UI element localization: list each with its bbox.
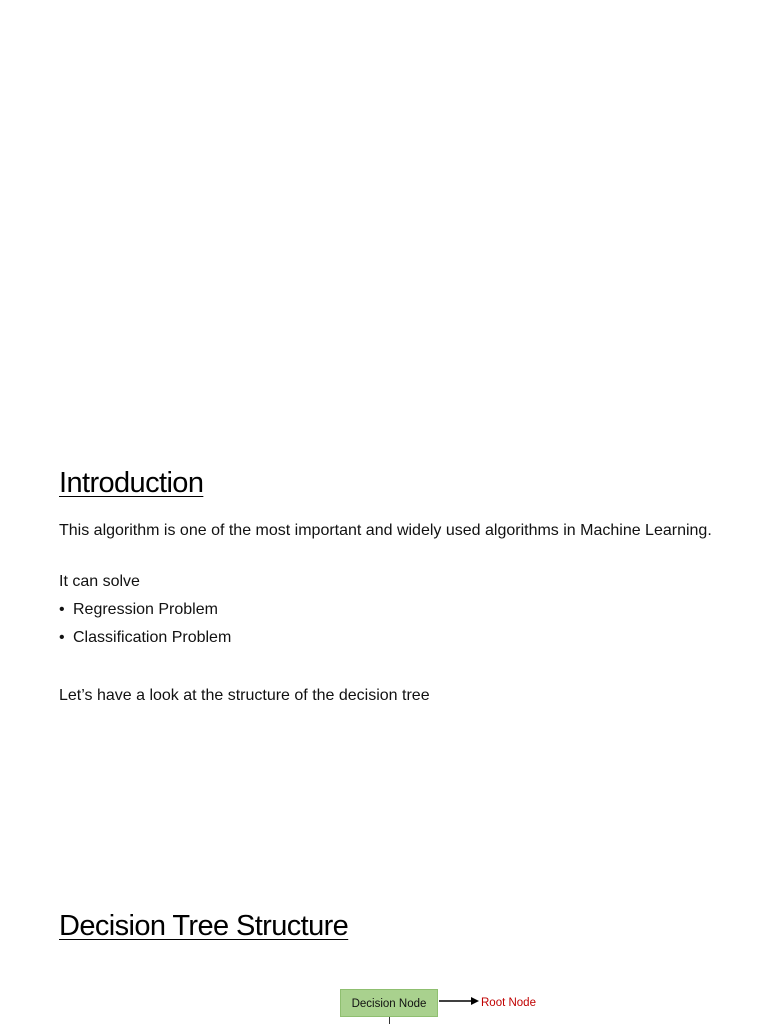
list-item bbox=[59, 599, 231, 620]
list-item-label: Regression Problem bbox=[73, 601, 218, 618]
decision-tree-structure-heading: Decision Tree Structure bbox=[59, 910, 349, 942]
list-item-label: Classification Problem bbox=[73, 629, 232, 646]
structure-lead-in: Let’s have a look at the structure of the decision tree bbox=[59, 687, 430, 704]
decision-tree-diagram bbox=[340, 988, 560, 1024]
bullet-icon: • bbox=[59, 601, 65, 618]
list-item bbox=[59, 627, 231, 648]
root-node-label: Root Node bbox=[481, 997, 536, 1009]
introduction-paragraph: This algorithm is one of the most important and widely used algorithms in Machine Learning. bbox=[59, 522, 712, 539]
node-connector-line bbox=[389, 1017, 390, 1024]
decision-node-box: Decision Node bbox=[340, 989, 438, 1017]
bullet-icon: • bbox=[59, 629, 65, 646]
introduction-heading: Introduction bbox=[59, 467, 204, 499]
problem-type-list bbox=[59, 599, 231, 655]
arrow-right-icon bbox=[438, 996, 480, 1006]
can-solve-line: It can solve bbox=[59, 573, 140, 590]
